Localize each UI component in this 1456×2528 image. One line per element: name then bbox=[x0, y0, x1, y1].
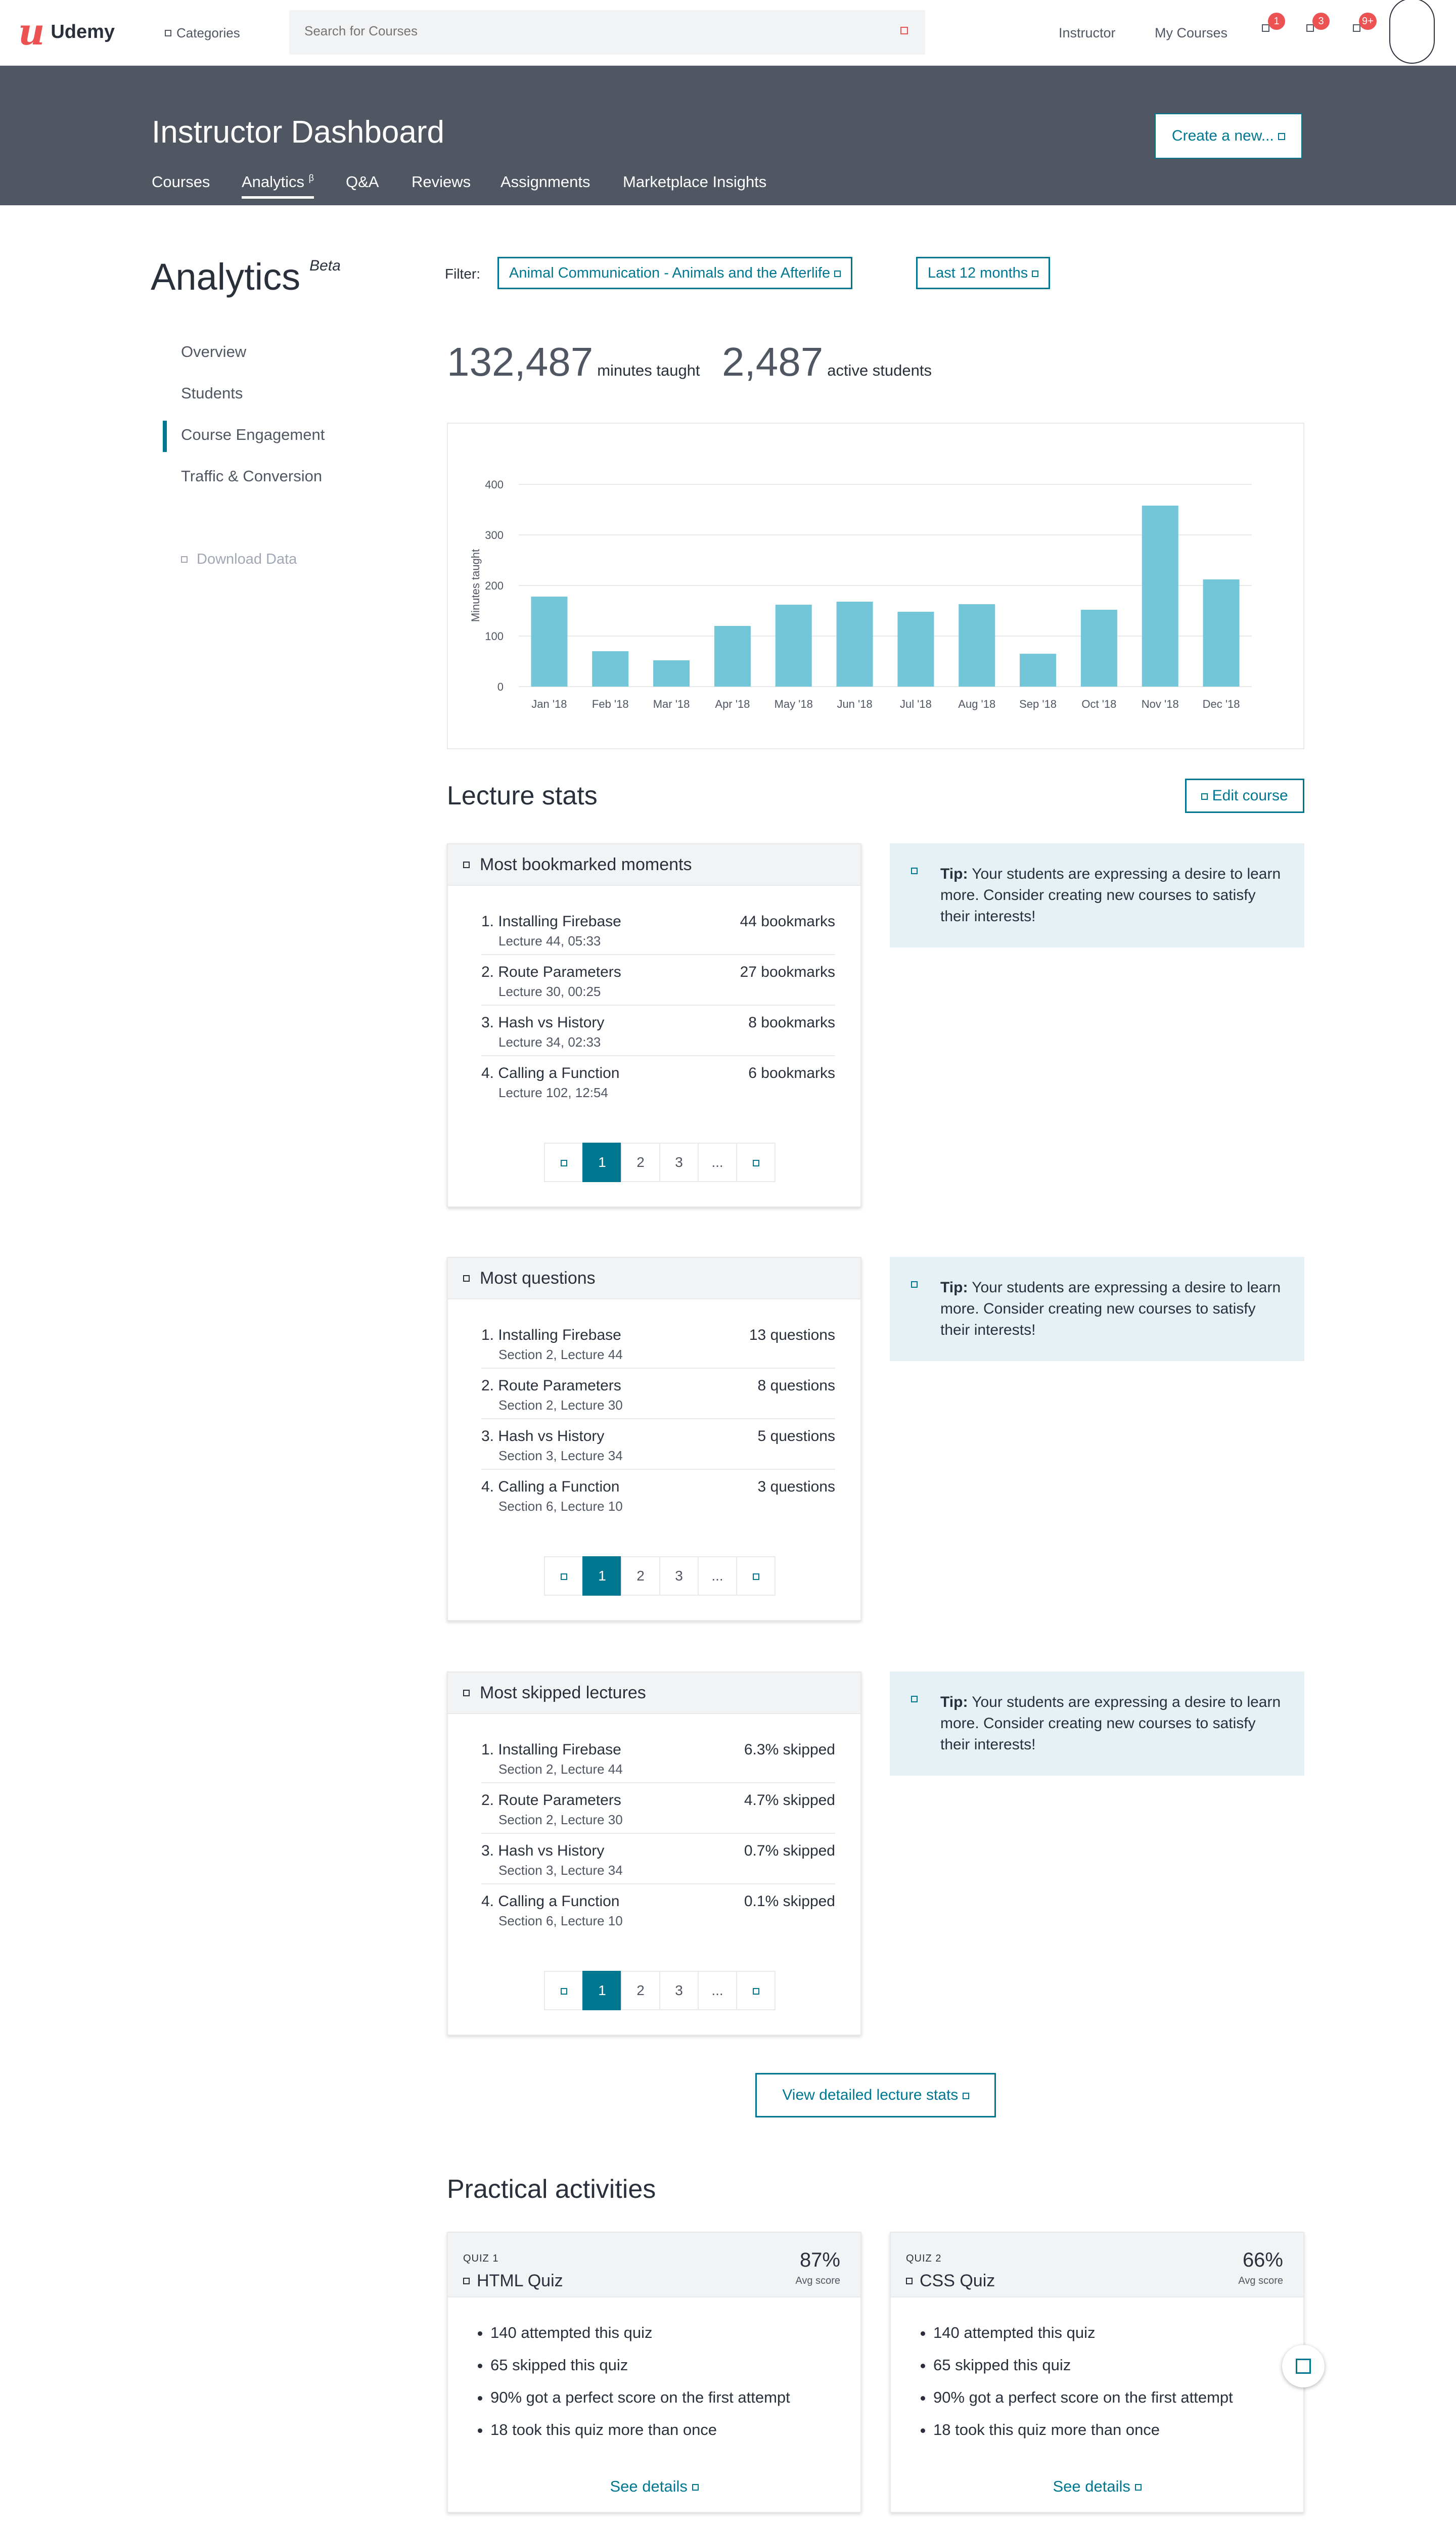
chevron-left-icon bbox=[561, 1573, 567, 1580]
lecture-row-main bbox=[481, 1478, 835, 1496]
card-header bbox=[448, 1673, 860, 1714]
lecture-row[interactable] bbox=[481, 1842, 835, 1884]
x-tick-label: Oct '18 bbox=[1081, 698, 1117, 710]
quiz-card bbox=[447, 2232, 861, 2513]
lecture-location: Section 2, Lecture 30 bbox=[498, 1812, 623, 1827]
tab-assignments[interactable]: Assignments bbox=[500, 173, 590, 191]
lecture-value: 5 questions bbox=[757, 1428, 835, 1444]
lightbulb-icon bbox=[911, 868, 918, 874]
lecture-name: 2. Route Parameters bbox=[481, 1377, 621, 1394]
lecture-row-main bbox=[481, 1893, 835, 1910]
card-header bbox=[448, 844, 860, 886]
beta-flask-icon: β bbox=[308, 173, 314, 183]
minutes-taught-label: minutes taught bbox=[597, 362, 700, 379]
x-tick-label: Jan '18 bbox=[531, 698, 567, 710]
x-tick-label: Feb '18 bbox=[592, 698, 629, 710]
edit-course-button[interactable] bbox=[1185, 779, 1304, 813]
filter-label: Filter: bbox=[445, 266, 480, 282]
quiz-name-text: CSS Quiz bbox=[920, 2271, 995, 2290]
chart-bar[interactable] bbox=[531, 597, 567, 687]
x-tick-label: Dec '18 bbox=[1202, 698, 1240, 710]
lecture-location: Lecture 102, 12:54 bbox=[498, 1085, 608, 1100]
lecture-row-main bbox=[481, 1377, 835, 1394]
quiz-icon bbox=[906, 2278, 913, 2284]
page-button[interactable]: ... bbox=[698, 1556, 737, 1596]
page-button[interactable]: 1 bbox=[582, 1556, 622, 1596]
lecture-value: 0.1% skipped bbox=[744, 1893, 835, 1910]
cart-badge: 3 bbox=[1312, 13, 1330, 30]
quiz-stats-list bbox=[475, 2324, 790, 2453]
quiz-stat-item: • 18 took this quiz more than once bbox=[490, 2421, 790, 2439]
previous-page-button[interactable] bbox=[544, 1143, 583, 1182]
lecture-name: 4. Calling a Function bbox=[481, 1478, 620, 1495]
lecture-value: 6 bookmarks bbox=[748, 1065, 835, 1081]
next-page-button[interactable] bbox=[736, 1143, 776, 1182]
lecture-value: 0.7% skipped bbox=[744, 1842, 835, 1859]
download-data-label: Download Data bbox=[197, 551, 297, 567]
pagination bbox=[545, 1143, 776, 1182]
tab-analytics[interactable] bbox=[242, 173, 314, 199]
lecture-value: 13 questions bbox=[749, 1327, 835, 1343]
chevron-left-icon bbox=[561, 1160, 567, 1166]
minutes-bar-chart bbox=[448, 424, 1303, 748]
lecture-row[interactable] bbox=[481, 964, 835, 1006]
arrow-right-icon bbox=[692, 2484, 699, 2491]
tip-label: Tip: bbox=[940, 1694, 968, 1710]
lecture-row[interactable] bbox=[481, 1014, 835, 1056]
page-button[interactable]: 2 bbox=[621, 1971, 660, 2010]
lecture-stat-card bbox=[447, 843, 861, 1207]
lecture-row-main bbox=[481, 1428, 835, 1445]
lecture-stats-title: Lecture stats bbox=[447, 781, 598, 810]
x-tick-label: May '18 bbox=[774, 698, 813, 710]
wishlist-button[interactable] bbox=[1262, 16, 1280, 33]
card-header bbox=[448, 1258, 860, 1299]
lecture-name: 1. Installing Firebase bbox=[481, 1327, 621, 1343]
lecture-value: 44 bookmarks bbox=[740, 913, 835, 930]
sidebar-item-traffic-conversion[interactable]: Traffic & Conversion bbox=[181, 467, 323, 485]
lecture-location: Section 2, Lecture 44 bbox=[498, 1762, 623, 1777]
quiz-stat-item: • 90% got a perfect score on the first attempt bbox=[933, 2388, 1233, 2407]
tab-reviews[interactable]: Reviews bbox=[412, 173, 471, 191]
practical-activities-title: Practical activities bbox=[447, 2175, 656, 2204]
period-filter-value: Last 12 months bbox=[928, 265, 1028, 281]
view-detailed-label: View detailed lecture stats bbox=[782, 2087, 959, 2103]
lecture-row[interactable] bbox=[481, 1741, 835, 1783]
sidebar-item-course-engagement[interactable]: Course Engagement bbox=[181, 426, 325, 443]
chevron-down-icon bbox=[834, 270, 841, 277]
see-details-label: See details bbox=[610, 2477, 688, 2495]
lecture-name: 3. Hash vs History bbox=[481, 1842, 605, 1859]
see-details-link[interactable] bbox=[891, 2477, 1303, 2496]
tab-qa[interactable]: Q&A bbox=[346, 173, 379, 191]
y-axis-label: Minutes taught bbox=[469, 549, 482, 622]
instructor-link[interactable]: Instructor bbox=[1059, 25, 1116, 40]
bell-icon bbox=[1353, 24, 1360, 32]
lecture-location: Section 2, Lecture 30 bbox=[498, 1397, 623, 1413]
chart-bar[interactable] bbox=[959, 604, 995, 687]
quiz-stat-item: • 140 attempted this quiz bbox=[933, 2324, 1233, 2342]
logo-text: Udemy bbox=[51, 21, 115, 42]
notifications-badge: 9+ bbox=[1359, 13, 1377, 30]
lecture-name: 2. Route Parameters bbox=[481, 964, 621, 980]
minutes-taught-value: 132,487 bbox=[447, 339, 594, 384]
chart-bar[interactable] bbox=[1142, 506, 1178, 687]
quiz-stat-item: • 90% got a perfect score on the first attempt bbox=[490, 2388, 790, 2407]
categories-label: Categories bbox=[176, 25, 240, 40]
quiz-stat-item: • 140 attempted this quiz bbox=[490, 2324, 790, 2342]
card-header-icon bbox=[463, 862, 470, 868]
see-details-label: See details bbox=[1053, 2477, 1130, 2495]
lecture-row[interactable] bbox=[481, 1428, 835, 1470]
quiz-score: 87% bbox=[799, 2249, 840, 2271]
analytics-title-text: Analytics bbox=[151, 256, 301, 298]
udemy-logo[interactable] bbox=[18, 10, 115, 53]
quiz-icon bbox=[463, 2278, 470, 2284]
user-avatar[interactable] bbox=[1389, 0, 1435, 64]
chevron-right-icon bbox=[753, 1573, 759, 1580]
grid-icon bbox=[165, 30, 171, 36]
y-tick-label: 400 bbox=[485, 478, 504, 491]
lecture-name: 3. Hash vs History bbox=[481, 1014, 605, 1031]
quiz-card-header bbox=[891, 2233, 1303, 2297]
tab-courses[interactable]: Courses bbox=[152, 173, 210, 191]
quiz-score: 66% bbox=[1242, 2249, 1283, 2271]
chevron-left-icon bbox=[561, 1988, 567, 1995]
lecture-row[interactable] bbox=[481, 1377, 835, 1419]
lecture-row-main bbox=[481, 1842, 835, 1860]
analytics-title bbox=[151, 255, 341, 298]
y-tick-label: 200 bbox=[485, 579, 504, 592]
page-button[interactable]: 2 bbox=[621, 1556, 660, 1596]
x-tick-label: Nov '18 bbox=[1141, 698, 1179, 710]
y-tick-label: 0 bbox=[497, 681, 504, 693]
wishlist-badge: 1 bbox=[1268, 13, 1285, 30]
search-icon[interactable] bbox=[900, 27, 908, 34]
x-tick-label: Sep '18 bbox=[1019, 698, 1057, 710]
download-data-link[interactable] bbox=[181, 551, 297, 568]
lecture-row[interactable] bbox=[481, 1478, 835, 1514]
x-tick-label: Mar '18 bbox=[653, 698, 690, 710]
y-tick-label: 100 bbox=[485, 630, 504, 643]
lecture-location: Lecture 34, 02:33 bbox=[498, 1034, 601, 1050]
lecture-row-main bbox=[481, 1741, 835, 1758]
sidebar-item-overview[interactable]: Overview bbox=[181, 343, 247, 360]
tab-marketplace-insights[interactable]: Marketplace Insights bbox=[623, 173, 767, 191]
create-new-button[interactable] bbox=[1155, 113, 1302, 159]
x-tick-label: Apr '18 bbox=[715, 698, 750, 710]
chart-bar[interactable] bbox=[837, 602, 873, 687]
chart-bar[interactable] bbox=[714, 626, 751, 687]
previous-page-button[interactable] bbox=[544, 1971, 583, 2010]
see-details-link[interactable] bbox=[448, 2477, 860, 2496]
quiz-stat-item: • 18 took this quiz more than once bbox=[933, 2421, 1233, 2439]
quiz-label: QUIZ 1 bbox=[463, 2253, 499, 2264]
next-page-button[interactable] bbox=[736, 1971, 776, 2010]
lecture-value: 3 questions bbox=[757, 1478, 835, 1495]
lecture-location: Section 3, Lecture 34 bbox=[498, 1863, 623, 1878]
edit-icon bbox=[1201, 793, 1208, 800]
tip-label: Tip: bbox=[940, 1279, 968, 1296]
tip-box bbox=[890, 843, 1304, 947]
chevron-right-icon bbox=[753, 1988, 759, 1995]
page-title: Instructor Dashboard bbox=[152, 115, 444, 150]
sidebar-active-indicator bbox=[163, 421, 167, 452]
card-title: Most questions bbox=[480, 1268, 596, 1288]
active-students-stat bbox=[722, 339, 932, 385]
y-tick-label: 300 bbox=[485, 529, 504, 541]
quiz-stat-item: • 65 skipped this quiz bbox=[490, 2356, 790, 2374]
lecture-location: Section 6, Lecture 10 bbox=[498, 1913, 623, 1928]
chart-bar[interactable] bbox=[592, 651, 628, 687]
lecture-row-main bbox=[481, 964, 835, 981]
search-input[interactable] bbox=[304, 23, 860, 39]
edit-course-label: Edit course bbox=[1212, 787, 1288, 804]
page-button[interactable]: 2 bbox=[621, 1143, 660, 1182]
chevron-right-icon bbox=[753, 1160, 759, 1166]
course-filter-dropdown[interactable] bbox=[497, 257, 852, 289]
card-title: Most bookmarked moments bbox=[480, 854, 692, 874]
lecture-location: Lecture 30, 00:25 bbox=[498, 984, 601, 999]
tip-box bbox=[890, 1672, 1304, 1776]
arrow-right-icon bbox=[963, 2093, 969, 2099]
categories-menu[interactable] bbox=[165, 25, 240, 41]
x-tick-label: Jul '18 bbox=[899, 698, 932, 710]
page-button[interactable]: 1 bbox=[582, 1143, 622, 1182]
chevron-right-icon bbox=[1296, 2359, 1311, 2374]
chart-bar[interactable] bbox=[897, 612, 934, 687]
chart-bar[interactable] bbox=[1020, 654, 1056, 687]
minutes-chart bbox=[447, 423, 1304, 749]
page-button[interactable]: 3 bbox=[659, 1971, 699, 2010]
lightbulb-icon bbox=[911, 1696, 918, 1702]
active-students-label: active students bbox=[827, 362, 932, 379]
chevron-down-icon bbox=[1278, 133, 1285, 140]
page-button[interactable]: ... bbox=[698, 1971, 737, 2010]
cart-button[interactable] bbox=[1306, 16, 1324, 33]
lightbulb-icon bbox=[911, 1281, 918, 1288]
carousel-next-button[interactable] bbox=[1282, 2345, 1325, 2387]
chart-bar[interactable] bbox=[1081, 610, 1117, 687]
course-filter-value: Animal Communication - Animals and the Afterlife bbox=[509, 265, 831, 281]
my-courses-link[interactable]: My Courses bbox=[1155, 25, 1228, 40]
lecture-value: 8 questions bbox=[757, 1377, 835, 1394]
next-page-button[interactable] bbox=[736, 1556, 776, 1596]
lecture-stat-card bbox=[447, 1672, 861, 2036]
card-title: Most skipped lectures bbox=[480, 1683, 646, 1702]
heart-icon bbox=[1262, 24, 1269, 32]
lecture-location: Lecture 44, 05:33 bbox=[498, 933, 601, 949]
lecture-name: 1. Installing Firebase bbox=[481, 913, 621, 930]
avg-score-label: Avg score bbox=[1238, 2275, 1283, 2286]
page-button[interactable]: 3 bbox=[659, 1556, 699, 1596]
sidebar-item-students[interactable]: Students bbox=[181, 384, 243, 402]
create-new-label: Create a new... bbox=[1171, 127, 1274, 144]
lecture-value: 4.7% skipped bbox=[744, 1792, 835, 1809]
chevron-down-icon bbox=[1032, 270, 1038, 277]
view-detailed-lecture-stats-button[interactable] bbox=[755, 2073, 996, 2117]
top-navigation bbox=[0, 0, 1456, 66]
x-tick-label: Aug '18 bbox=[958, 698, 996, 710]
page-button[interactable]: 1 bbox=[582, 1971, 622, 2010]
lecture-row-main bbox=[481, 1014, 835, 1031]
lecture-location: Section 2, Lecture 44 bbox=[498, 1347, 623, 1362]
lecture-value: 8 bookmarks bbox=[748, 1014, 835, 1031]
card-header-icon bbox=[463, 1275, 470, 1282]
lecture-row[interactable] bbox=[481, 1792, 835, 1834]
arrow-right-icon bbox=[1135, 2484, 1142, 2491]
chart-bar[interactable] bbox=[1203, 579, 1240, 687]
beta-label: Beta bbox=[309, 257, 341, 274]
avg-score-label: Avg score bbox=[795, 2275, 840, 2286]
lecture-row[interactable] bbox=[481, 913, 835, 955]
chart-bar[interactable] bbox=[653, 660, 690, 687]
quiz-label: QUIZ 2 bbox=[906, 2253, 942, 2264]
search-bar bbox=[289, 10, 925, 55]
notifications-button[interactable] bbox=[1353, 16, 1374, 33]
card-header-icon bbox=[463, 1690, 470, 1696]
quiz-card bbox=[890, 2232, 1304, 2513]
lecture-name: 4. Calling a Function bbox=[481, 1893, 620, 1910]
page-button[interactable]: ... bbox=[698, 1143, 737, 1182]
quiz-name bbox=[463, 2271, 563, 2291]
tip-text: Your students are expressing a desire to learn more. Consider creating new courses to satisfy their interests! bbox=[940, 1279, 1281, 1338]
lecture-value: 27 bookmarks bbox=[740, 964, 835, 980]
quiz-name-text: HTML Quiz bbox=[477, 2271, 563, 2290]
lecture-row[interactable] bbox=[481, 1065, 835, 1101]
lecture-row-main bbox=[481, 1327, 835, 1344]
lecture-row-main bbox=[481, 913, 835, 930]
quiz-stats-list bbox=[918, 2324, 1233, 2453]
lecture-name: 1. Installing Firebase bbox=[481, 1741, 621, 1758]
download-icon bbox=[181, 556, 188, 563]
quiz-name bbox=[906, 2271, 995, 2291]
x-tick-label: Jun '18 bbox=[837, 698, 873, 710]
active-students-value: 2,487 bbox=[722, 339, 824, 384]
udemy-logo-icon: u bbox=[18, 10, 45, 53]
dashboard-header bbox=[0, 66, 1456, 205]
lecture-stat-card bbox=[447, 1257, 861, 1621]
tip-box bbox=[890, 1257, 1304, 1361]
page-button[interactable]: 3 bbox=[659, 1143, 699, 1182]
quiz-stat-item: • 65 skipped this quiz bbox=[933, 2356, 1233, 2374]
minutes-taught-stat bbox=[447, 339, 700, 385]
lecture-row-main bbox=[481, 1065, 835, 1082]
lecture-location: Section 3, Lecture 34 bbox=[498, 1448, 623, 1463]
tip-text: Your students are expressing a desire to learn more. Consider creating new courses to satisfy their interests! bbox=[940, 1694, 1281, 1753]
cart-icon bbox=[1306, 24, 1314, 32]
tip-text: Your students are expressing a desire to learn more. Consider creating new courses to satisfy their interests! bbox=[940, 866, 1281, 925]
quiz-card-header bbox=[448, 2233, 860, 2297]
period-filter-dropdown[interactable] bbox=[916, 257, 1050, 289]
chart-bar[interactable] bbox=[776, 605, 812, 687]
tip-label: Tip: bbox=[940, 866, 968, 882]
lecture-row-main bbox=[481, 1792, 835, 1809]
pagination bbox=[545, 1556, 776, 1596]
lecture-name: 3. Hash vs History bbox=[481, 1428, 605, 1444]
lecture-location: Section 6, Lecture 10 bbox=[498, 1499, 623, 1514]
lecture-name: 2. Route Parameters bbox=[481, 1792, 621, 1809]
tab-analytics-label: Analytics bbox=[242, 173, 305, 191]
lecture-row[interactable] bbox=[481, 1893, 835, 1929]
pagination bbox=[545, 1971, 776, 2010]
previous-page-button[interactable] bbox=[544, 1556, 583, 1596]
lecture-row[interactable] bbox=[481, 1327, 835, 1369]
lecture-name: 4. Calling a Function bbox=[481, 1065, 620, 1081]
lecture-value: 6.3% skipped bbox=[744, 1741, 835, 1758]
